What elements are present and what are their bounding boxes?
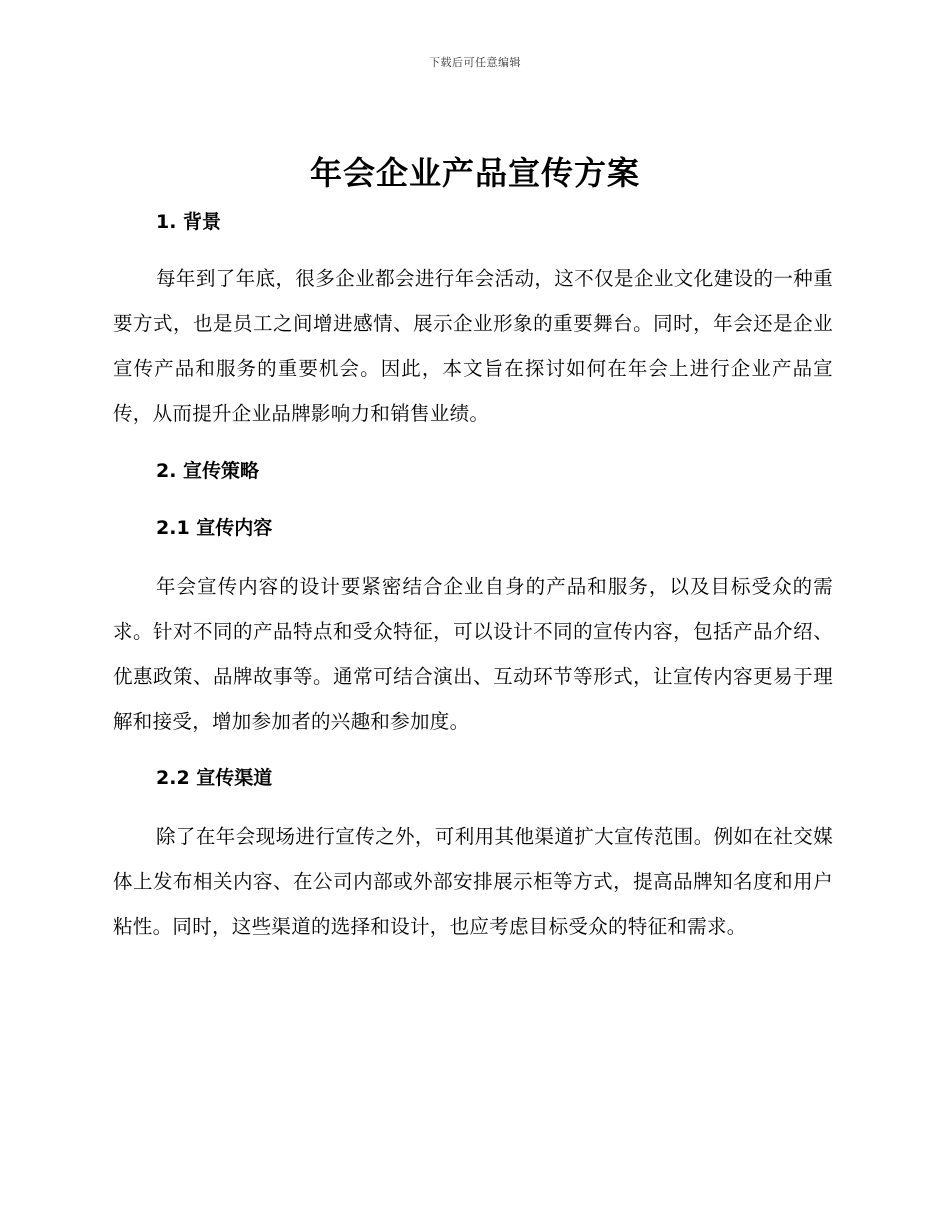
section-paragraph-channel: 除了在年会现场进行宣传之外，可利用其他渠道扩大宣传范围。例如在社交媒体上发布相关内容、在公司内部或外部安排展示柜等方式，提高品牌知名度和用户粘性。同时，这些渠道的选择和设计，也应考虑目标受众的特征和需求。 xyxy=(113,825,833,938)
header-note: 下载后可任意编辑 xyxy=(429,56,521,69)
section-heading-strategy: 2. 宣传策略 xyxy=(156,460,260,482)
document-title: 年会企业产品宣传方案 xyxy=(309,154,640,192)
section-paragraph-content: 年会宣传内容的设计要紧密结合企业自身的产品和服务，以及目标受众的需求。针对不同的产品特点和受众特征，可以设计不同的宣传内容，包括产品介绍、优惠政策、品牌故事等。通常可结合演出、互动环节等形式，让宣传内容更易于理解和接受，增加参加者的兴趣和参加度。 xyxy=(113,575,833,733)
section-heading-content: 2.1 宣传内容 xyxy=(156,517,273,539)
section-heading-channel: 2.2 宣传渠道 xyxy=(156,767,273,789)
section-paragraph-background: 每年到了年底，很多企业都会进行年会活动，这不仅是企业文化建设的一种重要方式，也是员工之间增进感情、展示企业形象的重要舞台。同时，年会还是企业宣传产品和服务的重要机会。因此，本文旨在探讨如何在年会上进行企业产品宣传，从而提升企业品牌影响力和销售业绩。 xyxy=(113,267,833,425)
section-heading-background: 1. 背景 xyxy=(156,211,222,233)
